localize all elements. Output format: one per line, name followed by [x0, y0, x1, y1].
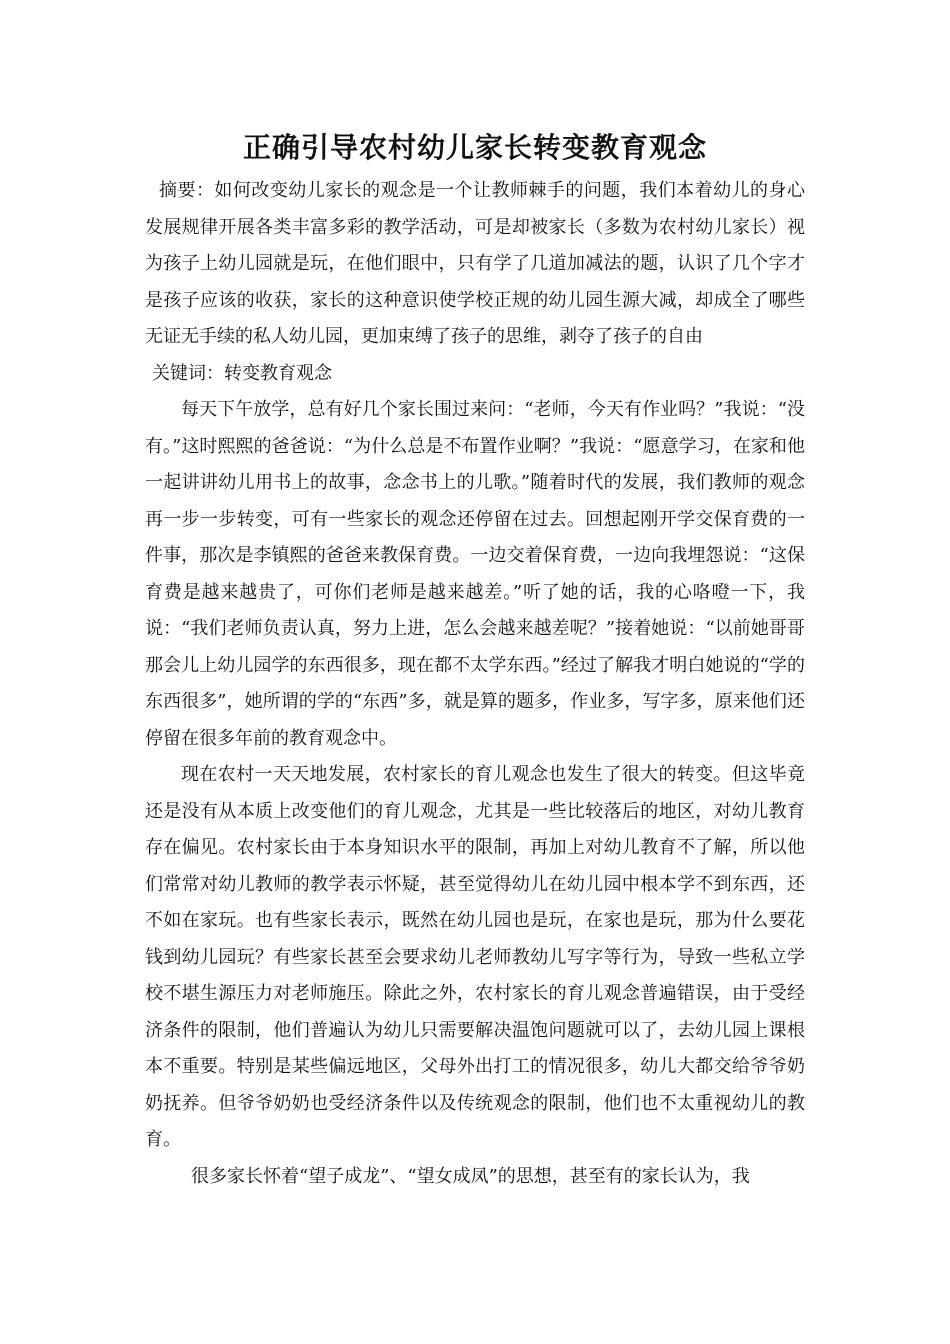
document-body [145, 173, 805, 1195]
body-paragraph-2: 现在农村一天天地发展，农村家长的育儿观念也发生了很大的转变。但这毕竟还是没有从本质上改变他们的育儿观念，尤其是一些比较落后的地区，对幼儿教育存在偏见。农村家长由于本身知识水平的限制，再加上对幼儿教育不了解，所以他们常常对幼儿教师的教学表示怀疑，甚至觉得幼儿在幼儿园中根本学不到东西，还不如在家玩。也有些家长表示，既然在幼儿园也是玩，在家也是玩，那为什么要花钱到幼儿园玩？有些家长甚至会要求幼儿老师教幼儿写字等行为，导致一些私立学校不堪生源压力对老师施压。除此之外，农村家长的育儿观念普遍错误，由于受经济条件的限制，他们普遍认为幼儿只需要解决温饱问题就可以了，去幼儿园上课根本不重要。特别是某些偏远地区，父母外出打工的情况很多，幼儿大都交给爷爷奶奶抚养。但爷爷奶奶也受经济条件以及传统观念的限制，他们也不太重视幼儿的教育。 [145, 764, 805, 1150]
body-paragraph-3: 很多家长怀着“望子成龙”、“望女成凤”的思想，甚至有的家长认为，我 [191, 1165, 750, 1187]
body-paragraph-1: 每天下午放学，总有好几个家长围过来问：“老师，今天有作业吗？”我说：“没有。”这时熙熙的爸爸说：“为什么总是不布置作业啊？”我说：“愿意学习，在家和他一起讲讲幼儿用书上的故事，念念书上的儿歌。”随着时代的发展，我们教师的观念再一步一步转变，可有一些家长的观念还停留在过去。回想起刚开学交保育费的一件事，那次是李镇熙的爸爸来教保育费。一边交着保育费，一边向我埋怨说：“这保育费是越来越贵了，可你们老师是越来越差。”听了她的话，我的心咯噔一下，我说：“我们老师负责认真，努力上进，怎么会越来越差呢？”接着她说：“以前她哥哥那会儿上幼儿园学的东西很多，现在都不太学东西。”经过了解我才明白她说的“学的东西很多”，她所谓的学的“东西”多，就是算的题多，作业多，写字多，原来他们还停留在很多年前的教育观念中。 [145, 399, 805, 749]
document-title: 正确引导农村幼儿家长转变教育观念 [242, 131, 707, 164]
keywords-line: 关键词：转变教育观念 [152, 362, 332, 384]
abstract-paragraph: 摘要：如何改变幼儿家长的观念是一个让教师棘手的问题，我们本着幼儿的身心发展规律开展各类丰富多彩的教学活动，可是却被家长（多数为农村幼儿家长）视为孩子上幼儿园就是玩，在他们眼中，只有学了几道加减法的题，认识了几个字才是孩子应该的收获，家长的这种意识使学校正规的幼儿园生源大减，却成全了哪些无证无手续的私人幼儿园，更加束缚了孩子的思维，剥夺了孩子的自由 [145, 180, 805, 347]
